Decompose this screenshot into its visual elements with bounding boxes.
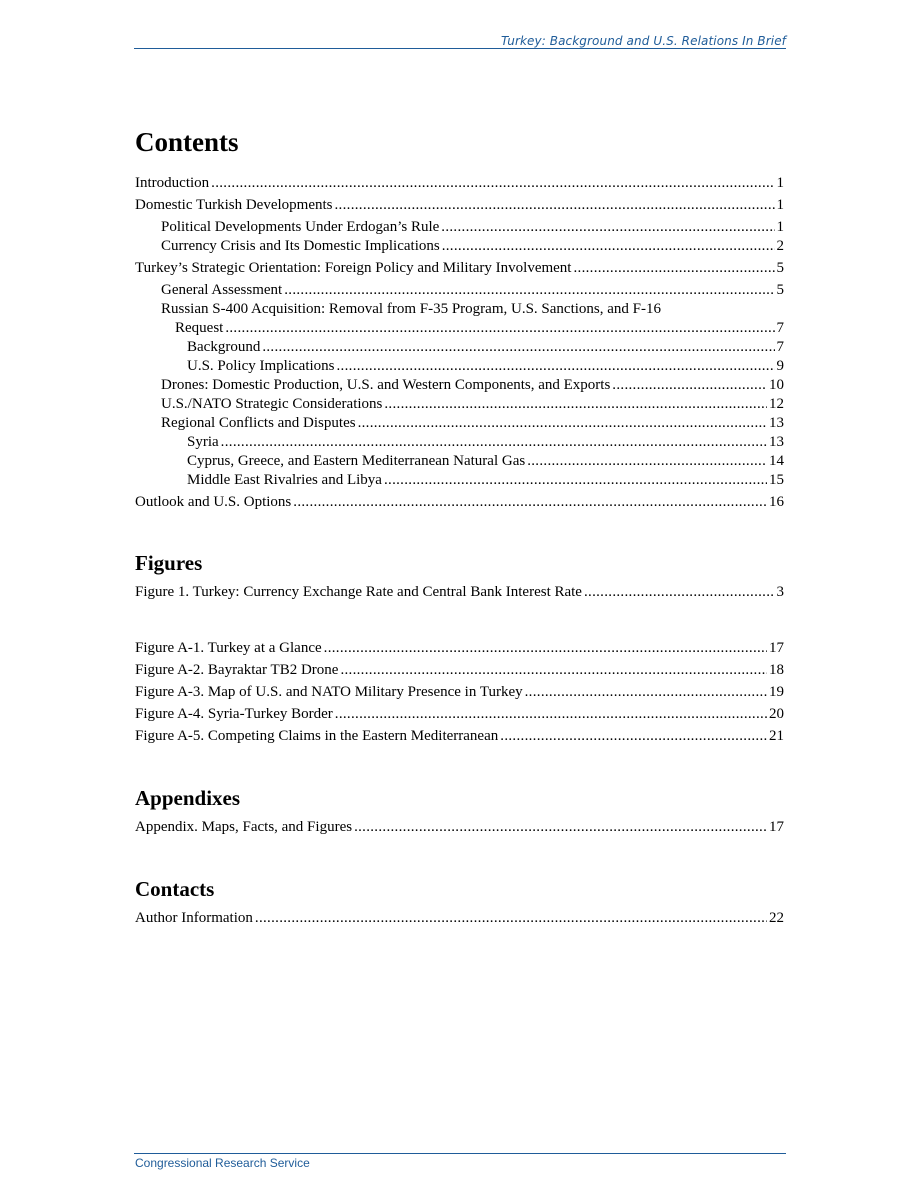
toc-page-number: 17: [769, 640, 784, 656]
dot-leader: [442, 237, 775, 256]
header-rule: [134, 48, 786, 49]
dot-leader: [573, 259, 774, 278]
toc-entry-label: Figure A-5. Competing Claims in the Eastern Mediterranean: [135, 728, 499, 744]
toc-entry-strategic-orientation[interactable]: [135, 259, 784, 278]
toc-page-number: 20: [769, 706, 784, 722]
dot-leader: [527, 452, 767, 471]
toc-entry-label-line2: Request: [175, 320, 224, 336]
toc-page-number: 22: [769, 910, 784, 926]
toc-entry-label-line1: Russian S-400 Acquisition: Removal from F-35 Program, U.S. Sanctions, and F-16: [161, 301, 661, 317]
toc-page-number: 12: [769, 396, 784, 412]
contents-list: [135, 174, 784, 512]
figures-list: [135, 583, 784, 746]
toc-entry-us-policy-implications[interactable]: [135, 357, 784, 376]
toc-entry-drones[interactable]: [135, 376, 784, 395]
running-header-title: Turkey: Background and U.S. Relations In Brief: [501, 34, 786, 48]
toc-entry-label: Figure A-1. Turkey at a Glance: [135, 640, 322, 656]
toc-entry-label: Outlook and U.S. Options: [135, 494, 292, 510]
toc-entry-general-assessment[interactable]: [135, 281, 784, 300]
toc-entry-label: Figure 1. Turkey: Currency Exchange Rate and Central Bank Interest Rate: [135, 584, 582, 600]
toc-entry-figure-a5[interactable]: [135, 727, 784, 746]
dot-leader: [335, 196, 775, 215]
toc-entry-label: Figure A-2. Bayraktar TB2 Drone: [135, 662, 339, 678]
toc-entry-figure-a4[interactable]: [135, 705, 784, 724]
toc-entry-figure-a3[interactable]: [135, 683, 784, 702]
toc-page-number: 21: [769, 728, 784, 744]
dot-leader: [225, 319, 774, 338]
figures-heading: Figures: [135, 551, 203, 575]
toc-entry-syria[interactable]: [135, 433, 784, 452]
toc-entry-label: U.S./NATO Strategic Considerations: [161, 396, 383, 412]
toc-entry-domestic-developments[interactable]: [135, 196, 784, 215]
toc-page-number: 13: [769, 415, 784, 431]
toc-entry-outlook[interactable]: [135, 493, 784, 512]
dot-leader: [525, 683, 767, 702]
footer-rule: [134, 1153, 786, 1154]
toc-page-number: 2: [776, 238, 784, 254]
dot-leader: [221, 433, 767, 452]
appendixes-list: [135, 818, 784, 837]
dot-leader: [441, 218, 774, 237]
dot-leader: [584, 583, 775, 602]
footer-publisher: Congressional Research Service: [135, 1156, 310, 1170]
toc-page-number: 5: [776, 260, 784, 276]
dot-leader: [335, 705, 767, 724]
toc-entry-figure-1[interactable]: [135, 583, 784, 602]
toc-entry-figure-a2[interactable]: [135, 661, 784, 680]
dot-leader: [324, 639, 767, 658]
toc-page-number: 16: [769, 494, 784, 510]
toc-entry-label: Currency Crisis and Its Domestic Implications: [161, 238, 440, 254]
dot-leader: [384, 395, 767, 414]
toc-entry-political-developments[interactable]: [135, 218, 784, 237]
dot-leader: [337, 357, 775, 376]
toc-page-number: 13: [769, 434, 784, 450]
toc-page-number: 1: [776, 197, 784, 213]
dot-leader: [612, 376, 767, 395]
toc-entry-middle-east-libya[interactable]: [135, 471, 784, 490]
toc-entry-background[interactable]: [135, 338, 784, 357]
toc-entry-label: Syria: [187, 434, 219, 450]
toc-page-number: 3: [776, 584, 784, 600]
dot-leader: [384, 471, 767, 490]
toc-page-number: 19: [769, 684, 784, 700]
toc-page-number: 9: [776, 358, 784, 374]
dot-leader: [358, 414, 767, 433]
dot-leader: [340, 661, 767, 680]
appendixes-heading: Appendixes: [135, 786, 241, 810]
dot-leader: [211, 174, 774, 193]
toc-page-number: 5: [776, 282, 784, 298]
toc-page-number: 15: [769, 472, 784, 488]
toc-entry-label: Figure A-4. Syria-Turkey Border: [135, 706, 333, 722]
toc-page-number: 14: [769, 453, 784, 469]
toc-entry-label: Cyprus, Greece, and Eastern Mediterranean Natural Gas: [187, 453, 526, 469]
toc-entry-label: Author Information: [135, 910, 253, 926]
dot-leader: [255, 909, 767, 928]
toc-entry-cyprus-greece[interactable]: [135, 452, 784, 471]
toc-entry-label: Background: [187, 339, 261, 355]
toc-entry-label: Political Developments Under Erdogan’s Rule: [161, 219, 440, 235]
toc-entry-label: Regional Conflicts and Disputes: [161, 415, 356, 431]
contacts-list: [135, 909, 784, 928]
toc-page-number: 18: [769, 662, 784, 678]
dot-leader: [293, 493, 767, 512]
toc-entry-label: Middle East Rivalries and Libya: [187, 472, 382, 488]
dot-leader: [500, 727, 767, 746]
toc-entry-author-information[interactable]: [135, 909, 784, 928]
toc-entry-currency-crisis[interactable]: [135, 237, 784, 256]
toc-entry-label: Domestic Turkish Developments: [135, 197, 333, 213]
toc-entry-label: Drones: Domestic Production, U.S. and Western Components, and Exports: [161, 377, 611, 393]
toc-page-number: 7: [776, 320, 784, 336]
toc-page-number: 10: [769, 377, 784, 393]
toc-entry-appendix[interactable]: [135, 818, 784, 837]
toc-entry-introduction[interactable]: [135, 174, 784, 193]
toc-entry-label: U.S. Policy Implications: [187, 358, 335, 374]
contacts-heading: Contacts: [135, 877, 215, 901]
toc-entry-regional-conflicts[interactable]: [135, 414, 784, 433]
table-of-contents: [135, 124, 784, 928]
toc-entry-label: General Assessment: [161, 282, 283, 298]
toc-entry-s400-acquisition[interactable]: [135, 300, 784, 338]
dot-leader: [284, 281, 774, 300]
toc-entry-figure-a1[interactable]: [135, 639, 784, 658]
toc-entry-label: Turkey’s Strategic Orientation: Foreign Policy and Military Involvement: [135, 260, 572, 276]
dot-leader: [354, 818, 767, 837]
dot-leader: [262, 338, 774, 357]
toc-page-number: 1: [776, 219, 784, 235]
toc-entry-label: Figure A-3. Map of U.S. and NATO Military Presence in Turkey: [135, 684, 523, 700]
toc-entry-label: Introduction: [135, 175, 210, 191]
toc-page-number: 1: [776, 175, 784, 191]
contents-heading: Contents: [135, 127, 239, 157]
toc-entry-nato-considerations[interactable]: [135, 395, 784, 414]
toc-page-number: 7: [776, 339, 784, 355]
toc-page-number: 17: [769, 819, 784, 835]
toc-entry-label: Appendix. Maps, Facts, and Figures: [135, 819, 353, 835]
